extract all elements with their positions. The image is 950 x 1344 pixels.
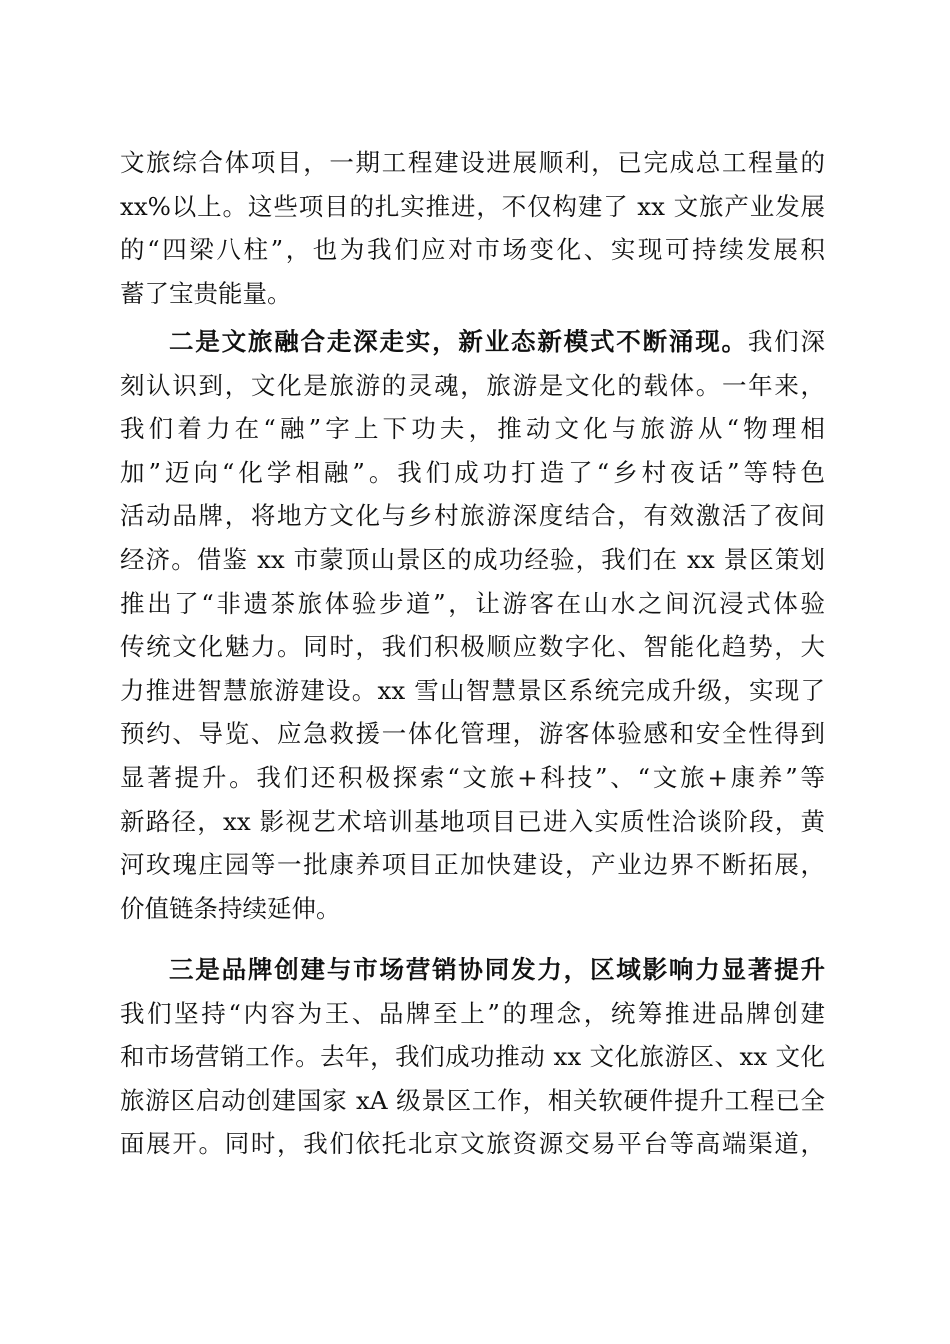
paragraph-line: 和市场营销工作。去年，我们成功推动 xx 文化旅游区、xx 文化 — [120, 1042, 825, 1072]
paragraph-line: 经济。借鉴 xx 市蒙顶山景区的成功经验，我们在 xx 景区策划 — [120, 544, 825, 574]
paragraph-line: 新路径，xx 影视艺术培训基地项目已进入实质性洽谈阶段，黄 — [120, 806, 825, 836]
paragraph-line: 面展开。同时，我们依托北京文旅资源交易平台等高端渠道， — [120, 1129, 825, 1159]
paragraph-line: 显著提升。我们还积极探索“文旅+科技”、“文旅+康养”等 — [120, 762, 825, 792]
paragraph-first-line — [120, 948, 825, 992]
paragraph-line: 的“四梁八柱”，也为我们应对市场变化、实现可持续发展积 — [120, 235, 825, 265]
paragraph-line: 旅游区启动创建国家 xA 级景区工作，相关软硬件提升工程已全 — [120, 1085, 825, 1115]
paragraph-line: 力推进智慧旅游建设。xx 雪山智慧景区系统完成升级，实现了 — [120, 675, 825, 705]
paragraph-line: 传统文化魅力。同时，我们积极顺应数字化、智能化趋势，大 — [120, 632, 825, 662]
paragraph-1 — [120, 141, 825, 315]
paragraph-line: 河玫瑰庄园等一批康养项目正加快建设，产业边界不断拓展， — [120, 850, 825, 880]
paragraph-line: 推出了“非遗茶旅体验步道”，让游客在山水之间沉浸式体验 — [120, 588, 825, 618]
paragraph-line: 刻认识到，文化是旅游的灵魂，旅游是文化的载体。一年来， — [120, 370, 825, 400]
paragraph-line: 我们坚持“内容为王、品牌至上”的理念，统筹推进品牌创建 — [120, 998, 825, 1028]
paragraph-lead-heading: 二是文旅融合走深走实，新业态新模式不断涌现。 — [169, 327, 748, 356]
paragraph-line: 活动品牌，将地方文化与乡村旅游深度结合，有效激活了夜间 — [120, 501, 825, 531]
paragraph-3 — [120, 948, 825, 1166]
paragraph-line: 价值链条持续延伸。 — [120, 893, 341, 923]
paragraph-2 — [120, 320, 825, 930]
paragraph-line: 我们着力在“融”字上下功夫，推动文化与旅游从“物理相 — [120, 414, 825, 444]
paragraph-line: 文旅综合体项目，一期工程建设进展顺利，已完成总工程量的 — [120, 148, 825, 177]
paragraph-line-text: 我们深 — [747, 327, 825, 356]
paragraph-lead-heading: 三是品牌创建与市场营销协同发力，区域影响力显著提升 — [169, 955, 825, 984]
paragraph-line: 预约、导览、应急救援一体化管理，游客体验感和安全性得到 — [120, 719, 825, 749]
paragraph-line: 蓄了宝贵能量。 — [120, 278, 292, 308]
paragraph-first-line — [120, 320, 825, 364]
paragraph-line: 加”迈向“化学相融”。我们成功打造了“乡村夜话”等特色 — [120, 457, 825, 487]
paragraph-line: xx%以上。这些项目的扎实推进，不仅构建了 xx 文旅产业发展 — [120, 191, 825, 221]
